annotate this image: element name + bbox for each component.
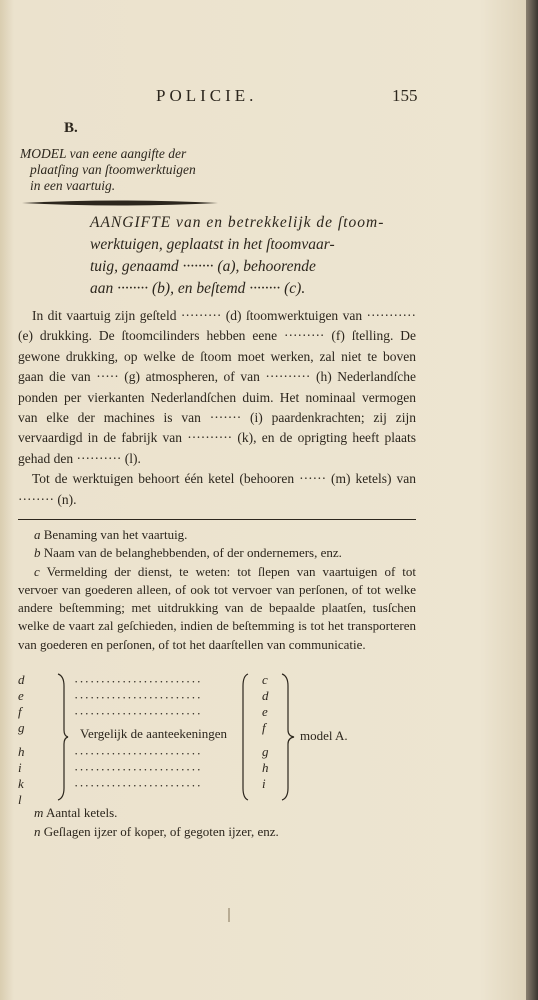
running-title: POLICIE. bbox=[156, 86, 258, 105]
model-title-line-1: MODEL van eene aangifte der bbox=[20, 146, 187, 161]
form-body bbox=[18, 306, 416, 510]
page-edge-shadow bbox=[526, 0, 538, 1000]
table-letter-left: l bbox=[18, 792, 22, 807]
footnotes bbox=[18, 526, 416, 654]
footnote-n bbox=[18, 823, 416, 842]
page-header bbox=[0, 86, 526, 110]
form-heading-line-1: AANGIFTE van en betrekkelijk de ſtoom- bbox=[90, 214, 385, 231]
model-title bbox=[20, 146, 220, 194]
footnotes-continued bbox=[18, 804, 416, 841]
dotted-leader: ························ bbox=[74, 674, 202, 689]
paper-mark bbox=[228, 908, 230, 922]
dotted-leader: ························ bbox=[74, 706, 202, 721]
table-letter-left: d bbox=[18, 672, 25, 687]
form-heading bbox=[90, 212, 420, 300]
table-letter-right: h bbox=[262, 760, 269, 775]
table-letter-right: f bbox=[262, 720, 266, 735]
footnote-m bbox=[18, 804, 416, 823]
table-letter-right: d bbox=[262, 688, 269, 703]
form-heading-line-4: aan ········ (b), en beſtemd ········ (c). bbox=[90, 280, 306, 297]
table-letter-left: e bbox=[18, 688, 24, 703]
model-title-line-3: in een vaartuig. bbox=[30, 178, 116, 193]
footnote-text: Vermelding der dienst, te weten: tot ſlepen van vaartuigen of tot vervoer van goederen alleen, of ook tot vervoer van perſonen, of tot welke andere beſtemming; met uitdrukking van de bepaalde plaatſen, tusſchen welke de vaart zal geſchieden, indien de beſtemming is tot het transporteren van goederen en perſonen, of tot het daarſtellen van communicatie. bbox=[18, 563, 417, 652]
footnote-text: Geſlagen ijzer of koper, of gegoten ijzer, enz. bbox=[43, 823, 279, 839]
footnote-text: Naam van de belanghebbenden, of der ondernemers, enz. bbox=[43, 545, 342, 561]
model-reference: model A. bbox=[300, 728, 348, 743]
footnote-letter: n bbox=[34, 823, 41, 839]
body-paragraph-1: In dit vaartuig zijn geſteld ········· (d) ſtoomwerktuigen van ··········· (e) drukking. De ſtoomcilinders hebben eene ········· (f) ſtelling. De gewone drukking, op welke de ſtoom moet werken, zal niet te boven gaan die van ····· (g) atmospheren, of van ·········· (h) Nederlandſche ponden per vierkanten Nederlandſchen duim. Het nominaal vermogen van elke der machines is van ······· (i) paardenkrachten; zij zijn vervaardigd in de fabrijk van ·········· (k), en de oprigting heeft plaats gehad den ·········· (l). bbox=[18, 308, 416, 466]
footnote-letter: b bbox=[34, 545, 41, 561]
footnote-text: Benaming van het vaartuig. bbox=[43, 527, 188, 542]
dotted-leader: ························ bbox=[74, 778, 202, 793]
dotted-leader: ························ bbox=[74, 690, 202, 705]
footnote-a bbox=[18, 526, 416, 544]
footnote-letter: c bbox=[34, 563, 40, 579]
body-paragraph-2: Tot de werktuigen behoort één ketel (behooren ······ (m) ketels) van ········ (n). bbox=[18, 471, 416, 507]
right-vertical-rule bbox=[240, 672, 252, 802]
footnote-b bbox=[18, 544, 416, 562]
table-letter-left: h bbox=[18, 744, 25, 759]
form-heading-line-3: tuig, genaamd ········ (a), behoorende bbox=[90, 258, 316, 275]
table-letter-left: f bbox=[18, 704, 22, 719]
table-letter-left: k bbox=[18, 776, 24, 791]
form-heading-line-2: werktuigen, geplaatst in het ſtoomvaar- bbox=[90, 236, 335, 253]
ornamental-rule bbox=[20, 199, 220, 207]
footnote-letter: a bbox=[34, 527, 41, 542]
model-title-line-2: plaatſing van ſtoomwerktuigen bbox=[30, 162, 196, 177]
page-number: 155 bbox=[392, 86, 418, 105]
footnote-letter: m bbox=[34, 805, 44, 820]
table-letter-left: g bbox=[18, 720, 25, 735]
footnote-text: Aantal ketels. bbox=[45, 805, 118, 820]
table-letter-right: c bbox=[262, 672, 268, 687]
left-brace-bracket bbox=[56, 672, 70, 802]
footnote-c bbox=[18, 563, 416, 654]
dotted-leader: ························ bbox=[74, 762, 202, 777]
table-letter-right: i bbox=[262, 776, 266, 791]
footnote-rule bbox=[18, 519, 416, 520]
reference-table bbox=[18, 672, 416, 807]
table-letter-right: e bbox=[262, 704, 268, 719]
section-letter: B. bbox=[64, 120, 78, 136]
right-brace-bracket bbox=[280, 672, 296, 802]
compare-notes-text: Vergelijk de aanteekeningen bbox=[80, 726, 228, 741]
table-letter-right: g bbox=[262, 744, 269, 759]
dotted-leader: ························ bbox=[74, 746, 202, 761]
table-letter-left: i bbox=[18, 760, 22, 775]
